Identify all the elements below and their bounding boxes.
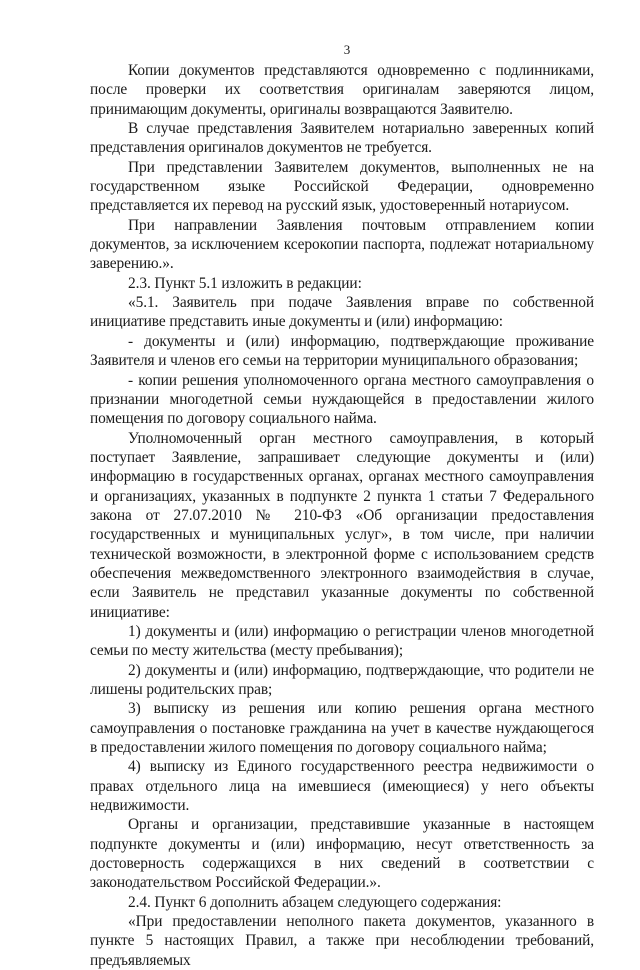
- paragraph: 4) выписку из Единого государственного реестра недвижимости о правах отдельного лица на имевшиеся (имеющиеся) у него объекты недвижимости.: [90, 758, 594, 815]
- paragraph: «5.1. Заявитель при подаче Заявления вправе по собственной инициативе представить иные документы и (или) информацию:: [90, 294, 594, 331]
- paragraph: - копии решения уполномоченного органа местного самоуправления о признании многодетной семьи нуждающейся в предоставлении жилого помещения по договору социального найма.: [90, 371, 594, 428]
- paragraph: «При предоставлении неполного пакета документов, указанного в пункте 5 настоящих Правил, а также при несоблюдении требований, предъявляемых: [90, 913, 594, 969]
- paragraph: 2.3. Пункт 5.1 изложить в редакции:: [128, 274, 362, 292]
- paragraph: В случае представления Заявителем нотариально заверенных копий представления оригиналов документов не требуется.: [90, 120, 594, 157]
- paragraph: Органы и организации, представившие указанные в настоящем подпункте документы и (или) информацию, несут ответственность за достоверность содержащихся в них сведений в соответствии с законодательством Российской Федерации.».: [90, 816, 594, 892]
- paragraph: Копии документов представляются одновременно с подлинниками, после проверки их соответствия оригиналам заверяются лицом, принимающим документы, оригиналы возвращаются Заявителю.: [90, 62, 594, 118]
- paragraph: - документы и (или) информацию, подтверждающие проживание Заявителя и членов его семьи на территории муниципального образования;: [90, 332, 594, 370]
- paragraph: При представлении Заявителем документов, выполненных не на государственном языке Российской Федерации, одновременно представляется их перевод на русский язык, удостоверенный нотариусом.: [90, 158, 594, 215]
- paragraph: При направлении Заявления почтовым отправлением копии документов, за исключением ксерокопии паспорта, подлежат нотариальному заверению.».: [90, 216, 594, 273]
- paragraph: Уполномоченный орган местного самоуправления, в который поступает Заявление, запрашивает следующие документы и (или) информацию в государственных органах, органах местного самоуправления и организациях, указанных в подпункте 2 пункта 1 статьи 7 Федерального закона от 27.07.2010 № 210-ФЗ «Об организации предоставления государственных и муниципальных услуг», в том числе, при наличии технической возможности, в электронной форме с использованием средств обеспечения межведомственного электронного взаимодействия в случае, если Заявитель не представил указанные документы по собственной инициативе:: [90, 429, 594, 621]
- page-number: 3: [343, 42, 351, 57]
- paragraph: 2.4. Пункт 6 дополнить абзацем следующего содержания:: [128, 893, 502, 911]
- paragraph: 3) выписку из решения или копию решения органа местного самоуправления о постановке гражданина на учет в качестве нуждающегося в предоставлении жилого помещения по договору социального найма;: [90, 700, 594, 757]
- paragraph: 2) документы и (или) информацию, подтверждающие, что родители не лишены родительских прав;: [90, 661, 594, 698]
- paragraph: 1) документы и (или) информацию о регистрации членов многодетной семьи по месту жительства (месту пребывания);: [90, 622, 594, 660]
